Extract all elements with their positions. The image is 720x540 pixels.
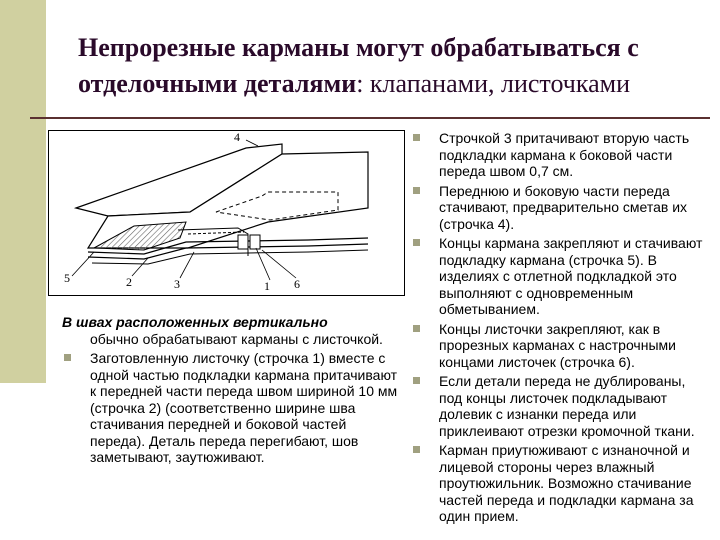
bullet-square-icon [413,187,420,194]
bullet-text: Переднюю и боковую части переда стачивают, предварительно сметав их (строчка 4). [439,182,688,232]
label-2: 2 [126,275,132,289]
list-item [62,350,402,466]
bullet-text: Строчкой 3 притачивают вторую часть подкладки кармана к боковой части переда швом 0,7 см. [439,130,690,179]
bullet-square-icon [413,239,420,246]
intro-lead: В швах расположенных вертикально [62,314,328,330]
label-5: 5 [64,271,70,285]
title-rest: : клапанами, листочками [356,69,630,98]
title-bold: Непрорезные карманы могут обрабатываться с отделочными деталями [78,33,639,98]
left-text-column [62,314,402,469]
right-bullet-list [411,130,711,525]
list-item [411,183,711,233]
label-4: 4 [234,130,240,144]
label-3: 3 [174,277,180,291]
bullet-text: Заготовленную листочку (строчка 1) вместе с одной частью подкладки кармана притачивают к передней части переда швом шириной 10 мм (строчка 2) (соответственно ширине шва стачивания передней и боковой частей переда). Деталь переда перегибают, шов заметывают, заутюживают. [90,350,398,465]
decorative-sidebar [0,0,46,383]
bullet-square-icon [64,354,71,361]
bullet-square-icon [413,325,420,332]
bullet-text: Концы листочки закрепляют, как в прорезных карманах с настрочными концами листочек (строчка 6). [439,320,676,370]
bullet-square-icon [413,377,420,384]
pocket-diagram [48,130,405,296]
welt-end-tab-2 [250,235,260,249]
left-bullet-list [62,350,402,466]
welt-end-tab-1 [238,235,248,249]
list-item [411,442,711,525]
intro-paragraph [62,314,402,347]
right-text-column [411,130,711,528]
title-divider [30,117,710,119]
list-item [411,373,711,439]
intro-rest: обычно обрабатывают карманы с листочкой. [90,330,383,347]
list-item [411,321,711,371]
bullet-square-icon [413,446,420,453]
bullet-text: Концы кармана закрепляют и стачивают подкладку кармана (строчка 5). В изделиях с отлетной подкладкой это выполняют с одновременным обметыванием. [439,235,703,317]
label-6: 6 [294,277,300,291]
bullet-text: Если детали переда не дублированы, под концы листочек подкладывают долевик с изнанки переда или приклеивают отрезки кромочной ткани. [439,373,695,439]
bullet-square-icon [413,134,420,141]
list-item [411,235,711,318]
slide-title [78,30,708,102]
list-item [411,130,711,180]
label-1: 1 [264,279,270,293]
bullet-text: Карман приутюживают с изнаночной и лицевой стороны через влажный проутюжильник. Возможно стачивание частей переда и подкладки кармана за один прием. [439,442,694,524]
